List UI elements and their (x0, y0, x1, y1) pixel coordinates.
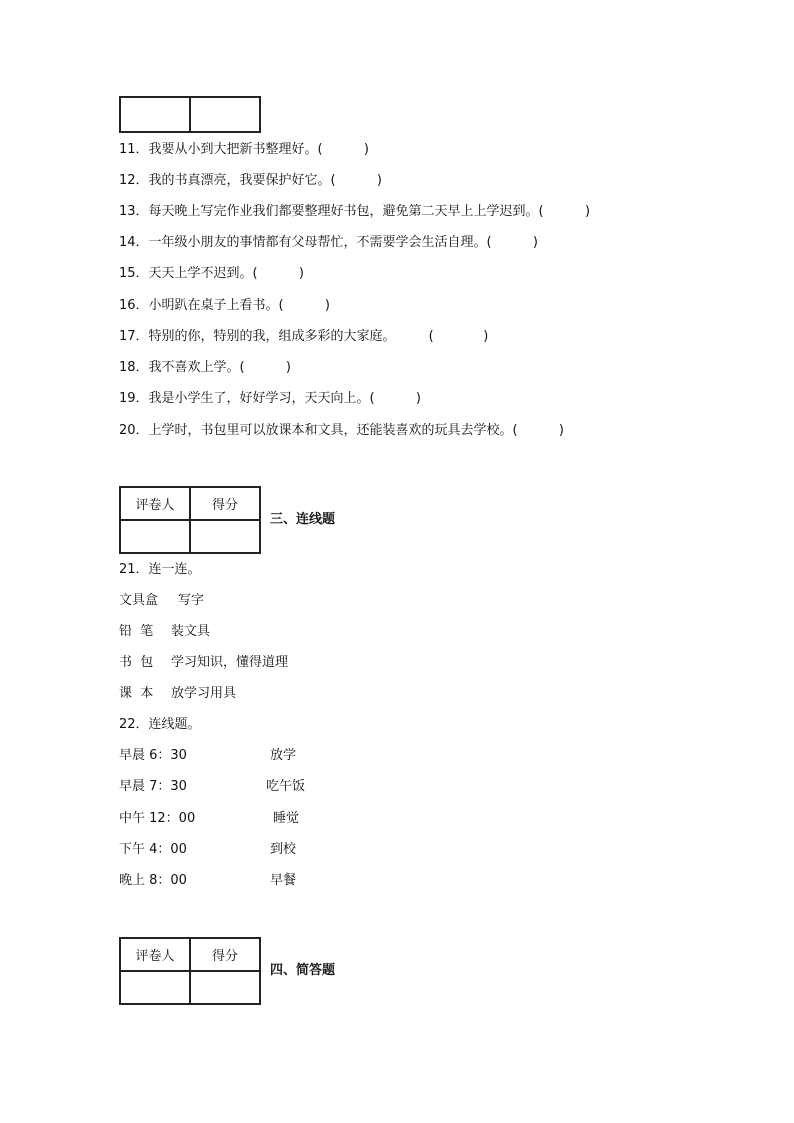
question-22-title: 22．连线题。 (119, 717, 201, 732)
q21-left-item: 文具盒 (119, 593, 159, 608)
q22-time-item: 晚上 8：00 (119, 873, 187, 888)
section-title-3: 三、连线题 (270, 512, 336, 527)
q21-right-item: 放学习用具 (171, 686, 237, 701)
q22-activity-item: 吃午饭 (266, 779, 306, 794)
q22-activity-item: 到校 (270, 842, 297, 857)
score-header: 得分 (190, 487, 260, 520)
question-17: 17．特别的你，特别的我，组成多彩的大家庭。 ( ) (119, 329, 489, 344)
question-18: 18．我不喜欢上学。( ) (119, 360, 292, 375)
score-cell (190, 97, 260, 132)
grader-cell (120, 971, 190, 1004)
q21-right-item: 装文具 (171, 624, 211, 639)
q21-left-item: 铅 笔 (119, 624, 154, 639)
section-title-4: 四、简答题 (270, 963, 336, 978)
q22-activity-item: 放学 (270, 748, 297, 763)
q21-left-item: 课 本 (119, 686, 154, 701)
q21-left-item: 书 包 (119, 655, 154, 670)
question-15: 15．天天上学不迟到。( ) (119, 266, 305, 281)
score-cell (190, 520, 260, 553)
question-20: 20．上学时，书包里可以放课本和文具，还能装喜欢的玩具去学校。( ) (119, 423, 565, 438)
score-table-top (119, 96, 261, 133)
score-cell (190, 971, 260, 1004)
q21-right-item: 学习知识，懂得道理 (171, 655, 289, 670)
question-14: 14．一年级小朋友的事情都有父母帮忙，不需要学会生活自理。( ) (119, 235, 539, 250)
question-12: 12．我的书真漂亮，我要保护好它。( ) (119, 173, 383, 188)
question-16: 16．小明趴在桌子上看书。( ) (119, 298, 331, 313)
q22-time-item: 早晨 7：30 (119, 779, 187, 794)
score-table-section4 (119, 937, 261, 1005)
question-11: 11．我要从小到大把新书整理好。( ) (119, 142, 370, 157)
q22-time-item: 中午 12：00 (119, 811, 196, 826)
question-13: 13．每天晚上写完作业我们都要整理好书包，避免第二天早上上学迟到。( ) (119, 204, 591, 219)
score-table-section3 (119, 486, 261, 554)
score-cell (120, 97, 190, 132)
q22-activity-item: 睡觉 (273, 811, 300, 826)
q21-right-item: 写字 (178, 593, 205, 608)
grader-cell (120, 520, 190, 553)
score-header: 得分 (190, 938, 260, 971)
question-21-title: 21．连一连。 (119, 562, 201, 577)
q22-time-item: 下午 4：00 (119, 842, 187, 857)
grader-header: 评卷人 (120, 487, 190, 520)
question-19: 19．我是小学生了，好好学习，天天向上。( ) (119, 391, 422, 406)
q22-time-item: 早晨 6：30 (119, 748, 187, 763)
q22-activity-item: 早餐 (270, 873, 297, 888)
grader-header: 评卷人 (120, 938, 190, 971)
